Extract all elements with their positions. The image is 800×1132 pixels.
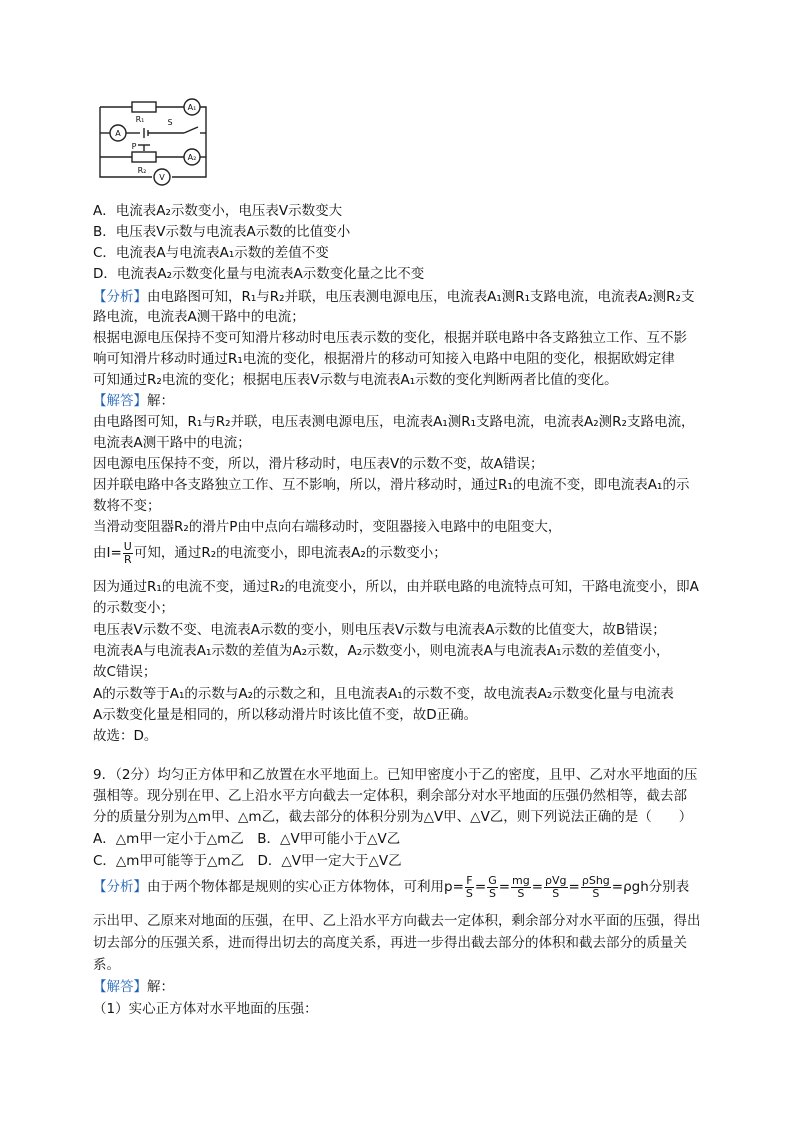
answer-line: A示数变化量是相同的，所以移动滑片时该比值不变，故D正确。 (93, 707, 478, 723)
fraction: $\frac{\text{ρVg}}{S}$ (545, 873, 567, 900)
answer-line: 当滑动变阻器R₂的滑片P由中点向右端移动时，变阻器接入电路中的电阻变大， (93, 519, 562, 535)
option-d: D．电流表A₂示数变化量与电流表A示数变化量之比不变 (93, 266, 425, 282)
analysis-line: 根据电源电压保持不变可知滑片移动时电压表示数的变化，根据并联电路中各支路独立工作、互不影 (93, 330, 687, 346)
answer-line: 因并联电路中各支路独立工作、互不影响，所以，滑片移动时，通过R₁的电流不变，即电流表A₁的示 (93, 477, 690, 493)
resistor-r1 (132, 102, 156, 112)
analysis-line: 示出甲、乙原来对地面的压强，在甲、乙上沿水平方向截去一定体积，剩余部分对水平面的压强，得出 (93, 913, 701, 929)
option-b: B．电压表V示数与电流表A示数的比值变小 (93, 224, 351, 240)
answer-line: 故选：D。 (93, 728, 158, 744)
q9-stem: 强相等。现分别在甲、乙上沿水平方向截去一定体积，剩余部分对水平地面的压强仍然相等，截去部 (93, 788, 687, 804)
circuit-diagram (92, 95, 212, 190)
svg-text:R₂: R₂ (137, 166, 147, 175)
analysis-tag: 【分析】 (93, 289, 147, 305)
answer-line: 电压表V示数不变、电流表A示数的变小，则电压表V示数与电流表A示数的比值变大，故B错误； (93, 622, 666, 638)
fraction-u-r: $\frac{U}{R}$ (123, 539, 132, 566)
ohm-law-line: 由I= $\frac{U}{R}$ 可知，通过R₂的电流变小，即电流表A₂的示数变小； (93, 539, 447, 566)
analysis-line: 路电流，电流表A测干路中的电流； (93, 309, 305, 325)
svg-text:A₂: A₂ (187, 153, 197, 162)
answer-line: （1）实心正方体对水平地面的压强： (93, 1001, 318, 1017)
answer-line: 因电源电压保持不变，所以，滑片移动时，电压表V的示数不变，故A错误； (93, 456, 544, 472)
svg-text:R₁: R₁ (135, 115, 145, 124)
answer-line: 因为通过R₁的电流不变，通过R₂的电流变小，所以，由并联电路的电流特点可知，干路电流变小，即A (93, 579, 699, 595)
q9-option: C．△m甲可能等于△m乙 D．△V甲一定大于△V乙 (93, 853, 402, 869)
analysis-line: 系。 (93, 957, 120, 973)
analysis-line: 切去部分的压强关系，进而得出切去的高度关系，再进一步得出截去部分的体积和截去部分的质量关 (93, 935, 687, 951)
answer-line: 由电路图可知，R₁与R₂并联，电压表测电源电压，电流表A₁测R₁支路电流，电流表A₂测R₂支路电流， (93, 414, 695, 430)
analysis-tag: 【分析】 (93, 879, 147, 895)
answer-line: 故C错误； (93, 664, 157, 680)
svg-text:S: S (167, 118, 173, 127)
fraction: $\frac{F}{S}$ (465, 873, 473, 900)
q9-option: A．△m甲一定小于△m乙 B．△V甲可能小于△V乙 (93, 831, 401, 847)
answer-head: 【解答】解： (93, 979, 174, 995)
q9-stem: 9．（2分）均匀正方体甲和乙放置在水平地面上。已知甲密度小于乙的密度，且甲、乙对水平地面的压 (93, 767, 698, 783)
analysis-line: 【分析】由电路图可知，R₁与R₂并联，电压表测电源电压，电流表A₁测R₁支路电流，电流表A₂测R₂支 (93, 289, 695, 305)
svg-text:P: P (131, 142, 137, 151)
analysis-line: 可知通过R₂电流的变化；根据电压表V示数与电流表A₁示数的变化判断两者比值的变化。 (93, 372, 618, 388)
svg-text:V: V (159, 173, 165, 182)
fraction: $\frac{G}{S}$ (488, 873, 497, 900)
answer-line: A的示数等于A₁的示数与A₂的示数之和，且电流表A₁的示数不变，故电流表A₂示数变化量与电流表 (93, 686, 674, 702)
q9-stem: 分的质量分别为△m甲、△m乙，截去部分的体积分别为△V甲、△V乙，则下列说法正确的是（ ） (93, 809, 693, 825)
svg-text:A₁: A₁ (187, 103, 197, 112)
answer-head: 【解答】解： (93, 393, 174, 409)
answer-line: 数将不变； (93, 498, 161, 514)
answer-line: 的示数变小； (93, 600, 174, 616)
answer-tag: 【解答】 (93, 393, 147, 409)
answer-tag: 【解答】 (93, 979, 147, 995)
fraction: $\frac{mg}{S}$ (512, 873, 530, 900)
answer-line: 电流表A与电流表A₁示数的差值为A₂示数，A₂示数变小，则电流表A与电流表A₁示数的差值变小， (93, 643, 670, 659)
answer-line: 电流表A测干路中的电流； (93, 435, 251, 451)
analysis-line: 响可知滑片移动时通过R₁电流的变化，根据滑片的移动可知接入电路中电阻的变化，根据欧姆定律 (93, 351, 675, 367)
option-a: A．电流表A₂示数变小，电压表V示数变大 (93, 203, 343, 219)
q9-analysis-formula: 【分析】由于两个物体都是规则的实心正方体物体，可利用p= $\frac{F}{S}$ = $\frac{G}{S}$ = $\frac{mg}{S}$ = $\frac{\text{ρVg}}{S}$ = $\frac{\text{ρShg}}{S}$ =ρgh分别表 (93, 873, 690, 900)
svg-text:A: A (115, 129, 121, 138)
option-c: C．电流表A与电流表A₁示数的差值不变 (93, 245, 329, 261)
fraction: $\frac{\text{ρShg}}{S}$ (581, 873, 610, 900)
